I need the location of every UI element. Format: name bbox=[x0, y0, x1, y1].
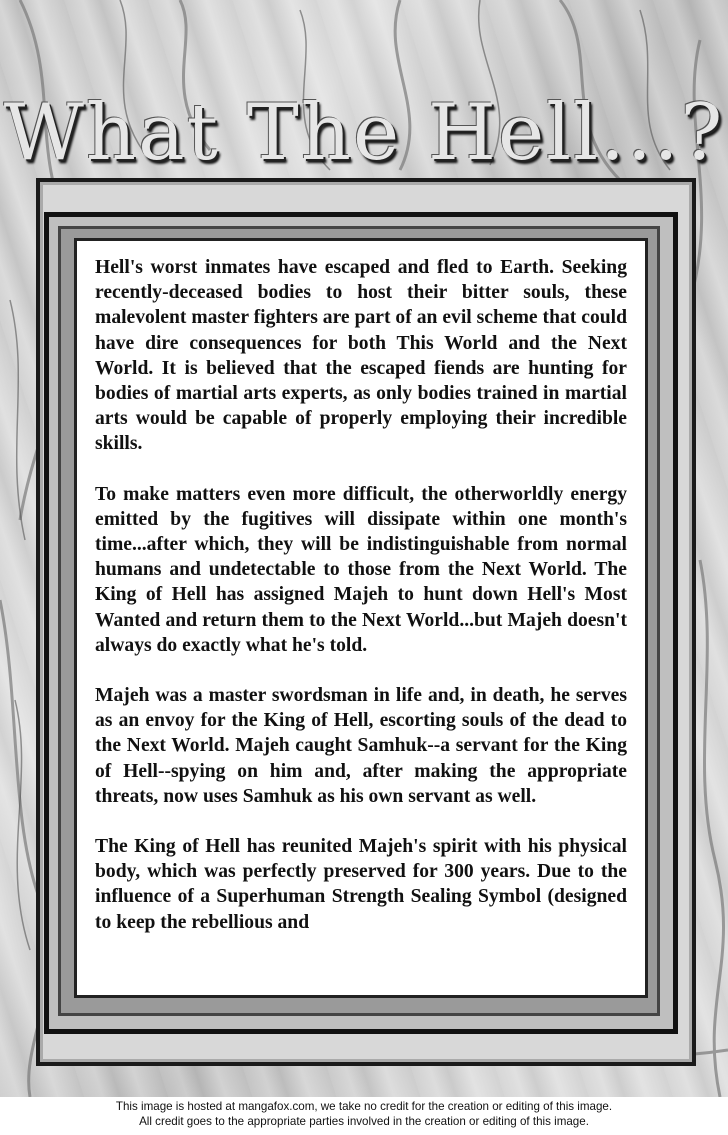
footer-line-1: This image is hosted at mangafox.com, we take no credit for the creation or editing of this image. bbox=[115, 1100, 613, 1113]
paragraph-reunited-body: The King of Hell has reunited Majeh's spirit with his physical body, which was perfectly preserved for 300 years. Due to the influence of a Superhuman Strength Sealing Symbol (designed to keep the rebellious and bbox=[95, 836, 627, 933]
page-title: What The Hell...? bbox=[3, 88, 725, 178]
footer-line-2: All credit goes to the appropriate parties involved in the creation or editing of this image. bbox=[139, 1115, 589, 1128]
text-panel bbox=[74, 238, 648, 998]
paragraph-energy-dissipates: To make matters even more difficult, the otherworldly energy emitted by the fugitives will dissipate within one month's time...after which, they will be indistinguishable from normal humans and undetectable to those from the Next World. The King of Hell has assigned Majeh to hunt down Hell's Most Wanted and return them to the Next World...but Majeh doesn't always do exactly what he's told. bbox=[95, 483, 627, 656]
paragraph-majeh-envoy: Majeh was a master swordsman in life and, in death, he serves as an envoy for the King of Hell, escorting souls of the dead to the Next World. Majeh caught Samhuk--a servant for the King of Hell--spying on him and, after making the appropriate threats, now uses Samhuk as his own servant as well. bbox=[95, 685, 627, 807]
paragraph-escaped-inmates: Hell's worst inmates have escaped and fled to Earth. Seeking recently-deceased bodies to host their bitter souls, these malevolent master fighters are part of an evil scheme that could have dire consequences for both This World and the Next World. It is believed that the escaped fiends are hunting for bodies of martial arts experts, as only bodies trained in martial arts would be capable of properly employing their incredible skills. bbox=[95, 257, 627, 455]
hosting-credit-footer bbox=[0, 1099, 728, 1129]
